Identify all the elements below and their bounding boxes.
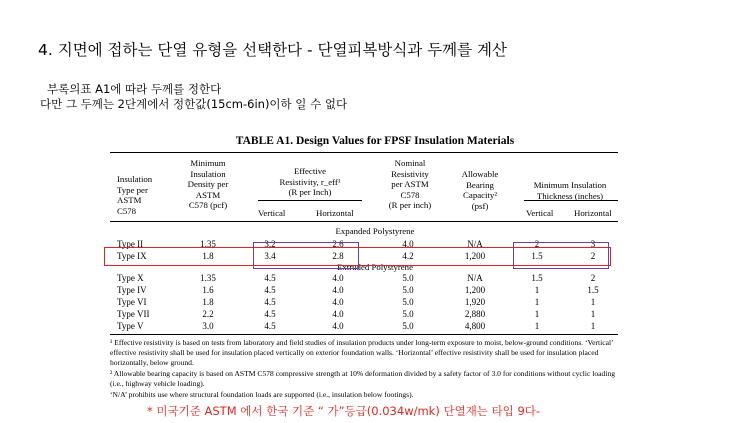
header-allowable-bearing: Allowable Bearing Capacity² (psf) [461,169,499,211]
header-thk-horizontal: Horizontal [574,208,612,218]
header-min-thickness: Minimum Insulation Thickness (inches) [533,180,607,201]
header-effective-underline [258,200,362,201]
section-expanded-polystyrene: Expanded Polystyrene [335,226,415,236]
slide-title: 4. 지면에 접하는 단열 유형을 선택한다 - 단열피복방식과 두께를 계산 [38,41,507,59]
table-bottom-rule [110,334,618,335]
header-eff-vertical: Vertical [258,208,286,218]
bottom-note: * 미국기준 ASTM 에서 한국 기준 “ 가”등급(0.034w/mk) 단열재는 타입 9다- [147,404,541,418]
header-bottom-rule [110,221,618,222]
header-thk-vertical: Vertical [526,208,554,218]
table-top-rule [110,152,618,153]
intro-line-1: 부록의표 A1에 따라 두께를 정한다 [47,82,222,96]
highlight-effective-resistivity-cells [253,242,359,269]
header-insulation-type: Insulation Type per ASTM C578 [117,174,153,216]
footnote-2: ² Allowable bearing capacity is based on ASTM C578 compressive strength at 10% deformation divided by a safety factor of 3.0 for conditions without cyclic loading (i.e., highway vehicle loading). [110,369,616,388]
intro-line-2: 다만 그 두께는 2단계에서 정한값(15cm-6in)이하 일 수 없다 [40,97,348,111]
footnote-3: ‘N/A’ prohibits use where structural foundation loads are supported (i.e., insulation below footings). [110,390,414,399]
header-min-density: Minimum Insulation Density per ASTM C578 (pcf) [187,158,229,210]
highlight-min-thickness-cells [513,242,609,269]
header-thickness-underline [524,200,618,201]
header-effective-resistivity: Effective Resistivity, r_eff¹ (R per Inch) [279,166,341,197]
section-extruded-polystyrene: Extruded Polystyrene [337,262,413,272]
header-nominal-resistivity: Nominal Resistivity per ASTM C578 (R per inch) [388,158,432,210]
header-eff-horizontal: Horizontal [316,208,354,218]
footnote-1: ¹ Effective resistivity is based on tests from laboratory and field studies of insulation products under long-term exposure to moist, below-ground conditions. ‘Vertical’ effective resistivity shall be used for insulation placed vertically on exterior foundation walls. ‘Horizontal’ effective resistivity shall be used for insulation placed horizontally, below ground. [110,338,614,367]
table-title: TABLE A1. Design Values for FPSF Insulation Materials [235,135,515,147]
